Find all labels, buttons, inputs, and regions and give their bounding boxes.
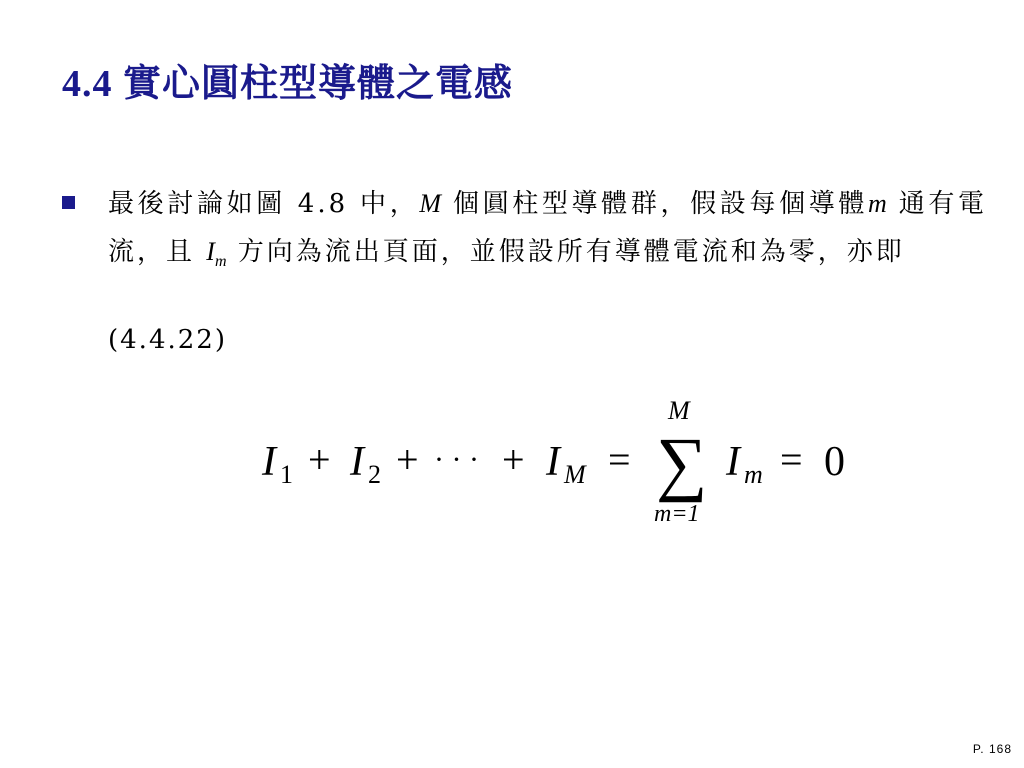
eq-zero: 0: [824, 439, 845, 485]
eq-equals-2: =: [780, 437, 803, 482]
text-segment: 方向為流出頁面，並假設所有導體電流和為零，亦即: [226, 237, 905, 267]
eq-dots: · · ·: [434, 443, 479, 476]
bullet-text: [108, 180, 987, 285]
variable-m: m: [868, 189, 887, 218]
eq-I2: I: [350, 439, 364, 485]
eq-Im: I: [726, 439, 740, 485]
equation-number: (4.4.22): [108, 325, 227, 355]
eq-sigma: ∑: [656, 423, 708, 503]
eq-sub-m: m: [744, 460, 763, 489]
eq-plus-1: +: [308, 437, 331, 482]
eq-sub-2: 2: [368, 460, 381, 489]
page-number: P. 168: [972, 742, 1012, 756]
eq-equals-1: =: [608, 437, 631, 482]
square-bullet-icon: [62, 196, 75, 209]
bullet-paragraph: [62, 180, 987, 285]
slide-title: 4.4 實心圓柱型導體之電感: [62, 63, 514, 105]
eq-plus-2: +: [396, 437, 419, 482]
text-segment: 最後討論如圖 4.8 中，: [108, 189, 420, 219]
eq-sub-M: M: [564, 460, 586, 489]
eq-sub-1: 1: [280, 460, 293, 489]
variable-M: M: [419, 189, 442, 218]
variable-I: I: [206, 237, 215, 266]
variable-I-subscript: m: [214, 253, 227, 271]
text-segment: 個圓柱型導體群，假設每個導體: [441, 189, 869, 219]
text-segment: 通有電流，且: [108, 189, 988, 267]
eq-plus-3: +: [502, 437, 525, 482]
eq-I1: I: [262, 439, 276, 485]
current-sum-equation: [258, 395, 878, 535]
eq-IM: I: [546, 439, 560, 485]
eq-sum-lower: m=1: [654, 501, 700, 527]
eq-sum-upper: M: [668, 396, 690, 425]
